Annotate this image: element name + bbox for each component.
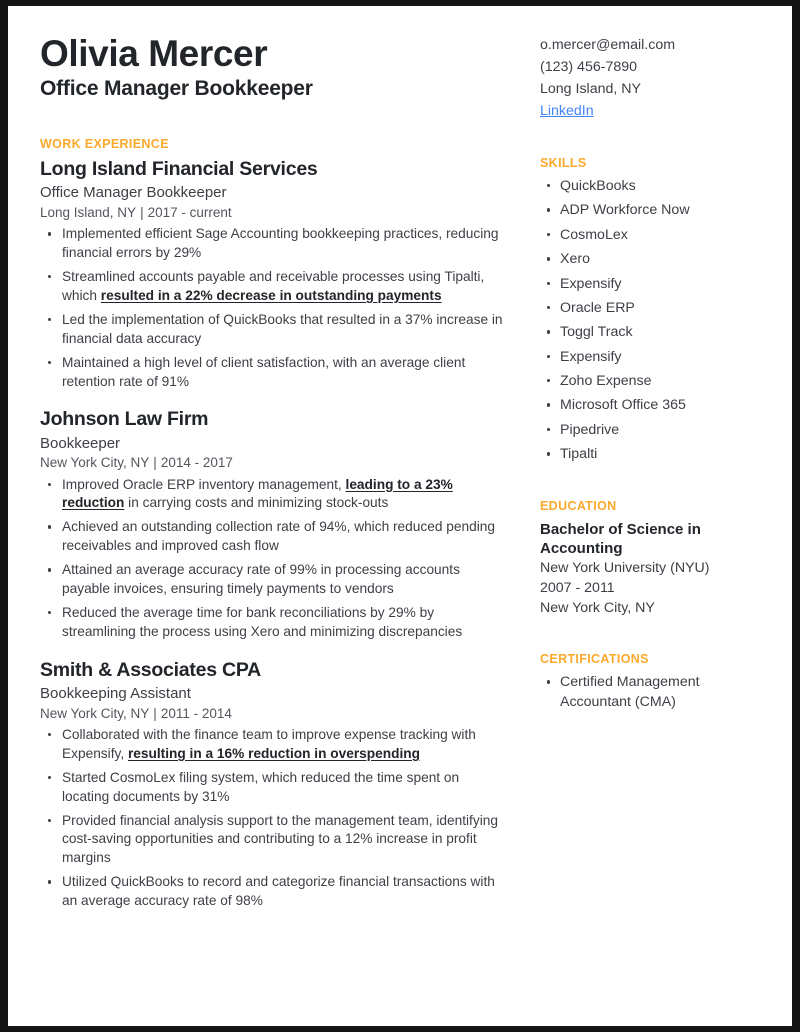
bullet-text: Implemented efficient Sage Accounting bookkeeping practices, reducing financial errors by 29% (62, 226, 499, 261)
job-bullet (40, 812, 506, 869)
bullet-text: Achieved an outstanding collection rate of 94%, which reduced pending receivables and improved cash flow (62, 519, 495, 554)
resume-header (40, 34, 506, 101)
contact-location: Long Island, NY (540, 81, 641, 97)
certifications-list (540, 673, 760, 713)
job-bullet (40, 268, 506, 306)
skill-item: Expensify (540, 275, 760, 295)
work-experience-entry (40, 158, 506, 391)
resume-sidebar (520, 34, 784, 1026)
job-bullet (40, 354, 506, 392)
job-bullet (40, 518, 506, 556)
job-bullet-list (40, 225, 506, 391)
skills-list (540, 177, 760, 465)
work-experience-list (40, 158, 506, 911)
education-location: New York City, NY (540, 599, 655, 616)
certification-item: Certified Management Accountant (CMA) (540, 673, 760, 713)
job-location: Long Island, NY (40, 204, 137, 220)
job-company: Smith & Associates CPA (40, 658, 261, 681)
job-role: Bookkeeper (40, 434, 121, 452)
section-heading-certifications: CERTIFICATIONS (540, 652, 649, 667)
bullet-highlight: resulted in a 22% decrease in outstanding payments (100, 287, 442, 303)
skill-item: CosmoLex (540, 226, 760, 246)
section-heading-work-experience: WORK EXPERIENCE (40, 137, 169, 152)
contact-phone: (123) 456-7890 (540, 59, 638, 75)
job-bullet-list (40, 476, 506, 642)
bullet-text: Reduced the average time for bank reconciliations by 29% by streamlining the process using Xero and minimizing discrepancies (62, 605, 463, 639)
job-meta (40, 705, 506, 723)
education-school: New York University (NYU) (540, 560, 710, 577)
job-meta-separator: | (140, 204, 144, 220)
bullet-text: Streamlined accounts payable and receivable processes using Tipalti, which (62, 269, 485, 303)
candidate-headline: Office Manager Bookkeeper (40, 76, 313, 100)
linkedin-link[interactable]: LinkedIn (540, 103, 594, 119)
bullet-text: Improved Oracle ERP inventory management, (62, 476, 346, 492)
job-dates: 2014 - 2017 (160, 455, 233, 471)
skill-item: Zoho Expense (540, 372, 760, 392)
job-role: Office Manager Bookkeeper (40, 184, 227, 202)
bullet-text: Provided financial analysis support to the management team, identifying cost-saving opportunities and contributing to a 12% increase in profit margins (62, 812, 498, 866)
contact-block (540, 34, 760, 122)
job-dates: 2017 - current (147, 204, 232, 220)
job-meta-separator: | (153, 455, 157, 471)
job-location: New York City, NY (40, 705, 150, 721)
skill-item: Xero (540, 250, 760, 270)
skill-item: Oracle ERP (540, 299, 760, 319)
job-company: Johnson Law Firm (40, 408, 209, 431)
education-dates: 2007 - 2011 (540, 579, 615, 596)
bullet-highlight: resulting in a 16% reduction in overspending (127, 745, 420, 761)
job-meta (40, 204, 506, 222)
education-entry (540, 520, 760, 618)
resume-sheet (8, 6, 792, 1026)
bullet-text: Started CosmoLex filing system, which reduced the time spent on locating documents by 31% (62, 769, 460, 804)
skill-item: Microsoft Office 365 (540, 396, 760, 416)
bullet-text: Led the implementation of QuickBooks that resulted in a 37% increase in financial data accuracy (62, 311, 503, 346)
job-bullet (40, 476, 506, 514)
job-meta-separator: | (153, 705, 157, 721)
candidate-name: Olivia Mercer (40, 33, 268, 74)
skill-item: Pipedrive (540, 421, 760, 441)
job-bullet (40, 311, 506, 349)
work-experience-entry (40, 659, 506, 911)
job-bullet (40, 604, 506, 642)
bullet-highlight: leading to a 23% reduction (62, 476, 453, 511)
job-bullet (40, 726, 506, 764)
bullet-text: Utilized QuickBooks to record and categorize financial transactions with an average accuracy rate of 98% (62, 874, 495, 909)
job-company: Long Island Financial Services (40, 158, 318, 181)
work-experience-entry (40, 408, 506, 641)
job-bullet-list (40, 726, 506, 911)
skill-item: Expensify (540, 348, 760, 368)
skill-item: Tipalti (540, 445, 760, 465)
bullet-text-tail: in carrying costs and minimizing stock-outs (124, 495, 389, 511)
job-bullet (40, 561, 506, 599)
job-bullet (40, 225, 506, 263)
job-location: New York City, NY (40, 455, 150, 471)
skill-item: QuickBooks (540, 177, 760, 197)
bullet-text: Collaborated with the finance team to improve expense tracking with Expensify, (62, 726, 476, 761)
resume-main-column (8, 34, 520, 1026)
section-heading-skills: SKILLS (540, 156, 587, 170)
job-meta (40, 454, 506, 472)
education-degree: Bachelor of Science in Accounting (540, 521, 701, 558)
contact-email: o.mercer@email.com (540, 37, 676, 53)
job-bullet (40, 873, 506, 911)
job-dates: 2011 - 2014 (160, 705, 232, 721)
bullet-text: Maintained a high level of client satisfaction, with an average client retention rate of 91% (62, 354, 466, 389)
bullet-text: Attained an average accuracy rate of 99% in processing accounts payable invoices, ensuring timely payments to vendors (62, 562, 460, 597)
skill-item: Toggl Track (540, 323, 760, 343)
job-bullet (40, 769, 506, 807)
job-role: Bookkeeping Assistant (40, 685, 191, 703)
skill-item: ADP Workforce Now (540, 201, 760, 221)
section-heading-education: EDUCATION (540, 499, 617, 513)
